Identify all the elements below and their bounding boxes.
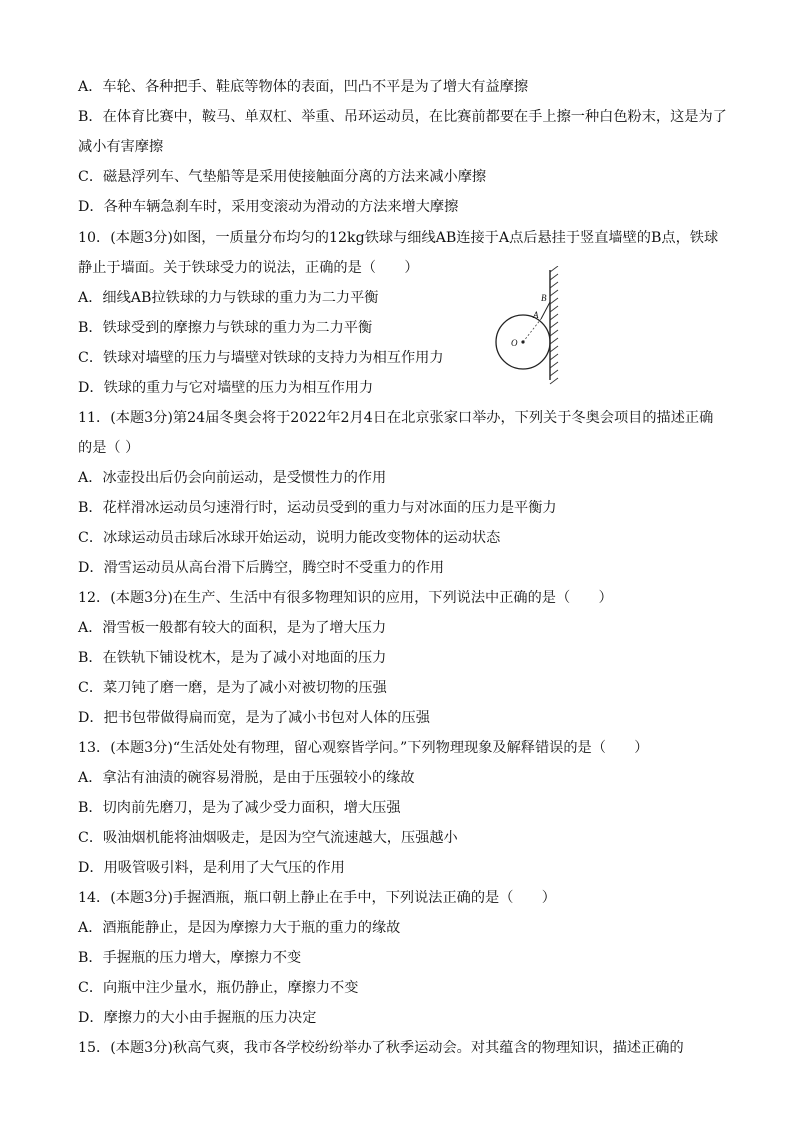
q14-option-b: B．手握瓶的压力增大，摩擦力不变 <box>78 950 302 966</box>
q11-stem-cont: 的是（ ） <box>78 440 140 456</box>
q9-option-d: D．各种车辆急刹车时，采用变滚动为滑动的方法来增大摩擦 <box>78 199 459 215</box>
q9-option-b: B．在体育比赛中，鞍马、单双杠、举重、吊环运动员，在比赛前都要在手上擦一种白色粉末，这是为了 <box>78 109 727 125</box>
q12-stem: 12．(本题3分)在生产、生活中有很多物理知识的应用，下列说法中正确的是（ ） <box>78 590 613 606</box>
q10-option-a: A．细线AB拉铁球的力与铁球的重力为二力平衡 <box>78 290 379 306</box>
label-a: A <box>533 310 539 320</box>
q13-option-d: D．用吸管吸引料，是利用了大气压的作用 <box>78 860 345 876</box>
q12-option-d: D．把书包带做得扁而宽，是为了减小书包对人体的压强 <box>78 710 430 726</box>
q10-stem: 10．(本题3分)如图，一质量分布均匀的12kg铁球与细线AB连接于A点后悬挂于竖直墙壁的B点，铁球 <box>78 230 719 246</box>
q13-stem: 13．(本题3分)“生活处处有物理，留心观察皆学问。”下列物理现象及解释错误的是（ ） <box>78 740 649 756</box>
q9-option-c: C．磁悬浮列车、气垫船等是采用使接触面分离的方法来减小摩擦 <box>78 169 487 185</box>
q12-option-b: B．在铁轨下铺设枕木，是为了减小对地面的压力 <box>78 650 387 666</box>
q13-option-c: C．吸油烟机能将油烟吸走，是因为空气流速越大，压强越小 <box>78 830 458 846</box>
string-ab <box>541 302 550 319</box>
q11-option-a: A．冰壶投出后仍会向前运动，是受惯性力的作用 <box>78 470 387 486</box>
q14-option-d: D．摩擦力的大小由手握瓶的压力决定 <box>78 1010 317 1026</box>
q13-option-a: A．拿沾有油渍的碗容易滑脱，是由于压强较小的缘故 <box>78 770 415 786</box>
label-b: B <box>541 293 547 303</box>
q10-option-c: C．铁球对墙壁的压力与墙壁对铁球的支持力为相互作用力 <box>78 350 444 366</box>
label-o: O <box>511 338 518 348</box>
q14-option-c: C．向瓶中注少量水，瓶仍静止，摩擦力不变 <box>78 980 359 996</box>
q12-option-a: A．滑雪板一般都有较大的面积，是为了增大压力 <box>78 620 387 636</box>
q10-figure <box>492 266 584 386</box>
q14-option-a: A．酒瓶能静止，是因为摩擦力大于瓶的重力的缘故 <box>78 920 401 936</box>
q12-option-c: C．菜刀钝了磨一磨，是为了减小对被切物的压强 <box>78 680 387 696</box>
q11-option-d: D．滑雪运动员从高台滑下后腾空，腾空时不受重力的作用 <box>78 560 445 576</box>
q10-option-b: B．铁球受到的摩擦力与铁球的重力为二力平衡 <box>78 320 373 336</box>
q14-stem: 14．(本题3分)手握酒瓶，瓶口朝上静止在手中，下列说法正确的是（ ） <box>78 890 556 906</box>
q9-option-b-cont: 减小有害摩擦 <box>78 139 164 155</box>
q9-option-a: A．车轮、各种把手、鞋底等物体的表面，凹凸不平是为了增大有益摩擦 <box>78 79 529 95</box>
q10-option-d: D．铁球的重力与它对墙壁的压力为相互作用力 <box>78 380 374 396</box>
wall <box>550 266 558 384</box>
q11-option-c: C．冰球运动员击球后冰球开始运动，说明力能改变物体的运动状态 <box>78 530 501 546</box>
q10-stem-cont: 静止于墙面。关于铁球受力的说法，正确的是（ ） <box>78 260 419 276</box>
q13-option-b: B．切肉前先磨刀，是为了减少受力面积，增大压强 <box>78 800 401 816</box>
q11-stem: 11．(本题3分)第24届冬奥会将于2022年2月4日在北京张家口举办，下列关于冬奥会项目的描述正确 <box>78 410 714 426</box>
radius-line <box>523 319 541 342</box>
center-point <box>521 340 524 343</box>
q11-option-b: B．花样滑冰运动员匀速滑行时，运动员受到的重力与对冰面的压力是平衡力 <box>78 500 557 516</box>
q15-stem: 15．(本题3分)秋高气爽，我市各学校纷纷举办了秋季运动会。对其蕴含的物理知识，描述正确的 <box>78 1040 684 1056</box>
